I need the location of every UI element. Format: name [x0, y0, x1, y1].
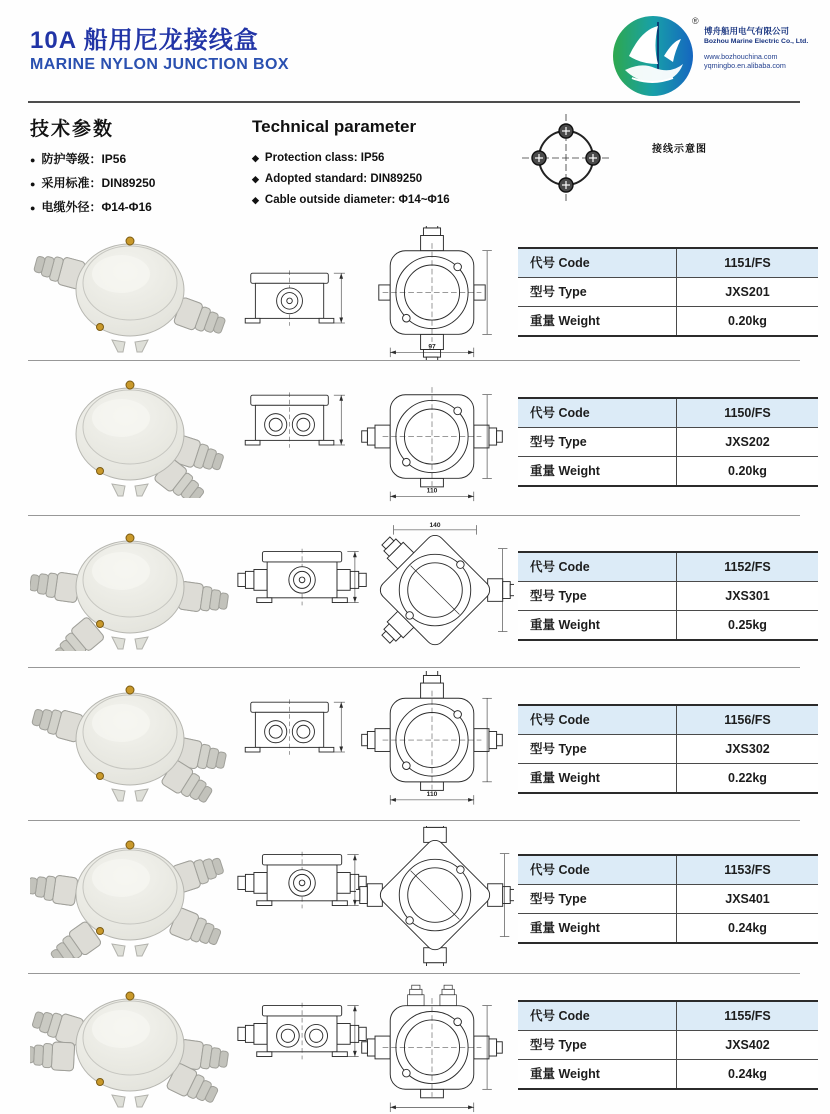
table-row-code [518, 249, 818, 278]
type-label: 型号 Type [518, 278, 677, 306]
row-separator [28, 667, 800, 668]
table-row-type [518, 1031, 818, 1060]
product-row-2 [0, 362, 830, 515]
table-row-code [518, 553, 818, 582]
product-photo [30, 226, 230, 354]
product-photo [30, 981, 230, 1109]
side-view-drawing [236, 545, 370, 611]
spec-table [518, 854, 818, 944]
type-value: JXS301 [725, 589, 770, 603]
product-row-3 [0, 517, 830, 667]
company-info [704, 26, 828, 70]
top-view-drawing [356, 370, 508, 504]
type-label: 型号 Type [518, 885, 677, 913]
tech-item [252, 169, 450, 190]
row-separator [28, 515, 800, 516]
tech-item [30, 196, 155, 220]
product-row-6 [0, 975, 830, 1114]
table-row-weight [518, 611, 818, 639]
side-view-drawing [236, 999, 370, 1065]
code-label: 代号 Code [518, 553, 677, 581]
product-row-5 [0, 822, 830, 973]
wiring-diagram [520, 112, 612, 204]
table-row-code [518, 399, 818, 428]
top-view-drawing [356, 981, 508, 1113]
weight-label: 重量 Weight [518, 914, 677, 942]
type-value: JXS201 [725, 285, 770, 299]
row-separator [28, 360, 800, 361]
type-value: JXS302 [725, 742, 770, 756]
row-separator [28, 820, 800, 821]
weight-label: 重量 Weight [518, 307, 677, 335]
tech-item [252, 190, 450, 211]
table-row-weight [518, 764, 818, 792]
spec-table [518, 551, 818, 641]
type-value: JXS402 [725, 1038, 770, 1052]
weight-value: 0.24kg [728, 921, 767, 935]
tech-item-text: Cable outside diameter: Φ14~Φ16 [264, 194, 450, 206]
weight-value: 0.20kg [728, 314, 767, 328]
table-row-weight [518, 914, 818, 942]
product-row-4 [0, 669, 830, 820]
code-label: 代号 Code [518, 399, 677, 427]
code-value: 1150/FS [724, 406, 771, 420]
side-view-drawing [236, 388, 356, 454]
dimension-label: 110 [426, 791, 438, 799]
product-photo [30, 675, 230, 803]
table-row-code [518, 706, 818, 735]
company-url-2: yqmingbo.en.alibaba.com [704, 61, 786, 71]
table-row-weight [518, 457, 818, 485]
code-label: 代号 Code [518, 249, 677, 277]
tech-item-text: 采用标准：DIN89250 [41, 176, 156, 190]
spec-table [518, 247, 818, 337]
code-label: 代号 Code [518, 1002, 677, 1030]
table-row-type [518, 582, 818, 611]
spec-table [518, 1000, 818, 1090]
spec-table [518, 704, 818, 794]
bullet-icon: ● [30, 155, 36, 165]
spec-table [518, 397, 818, 487]
table-row-code [518, 1002, 818, 1031]
code-value: 1155/FS [724, 1009, 771, 1023]
tech-heading-en: Technical parameter [252, 117, 417, 136]
bullet-icon: ● [30, 203, 36, 213]
company-logo [610, 10, 702, 102]
company-name-cn: 博舟船用电气有限公司 [704, 26, 790, 36]
side-view-drawing [236, 266, 356, 332]
type-label: 型号 Type [518, 428, 677, 456]
product-photo [30, 830, 230, 958]
bullet-icon: ◆ [252, 153, 259, 163]
dimension-label: 140 [429, 522, 441, 530]
page-title-en: MARINE NYLON JUNCTION BOX [30, 56, 289, 73]
code-label: 代号 Code [518, 856, 677, 884]
weight-label: 重量 Weight [518, 457, 677, 485]
header-rule [28, 101, 800, 103]
tech-item [252, 148, 450, 169]
wiring-diagram-label: 接线示意图 [652, 144, 707, 155]
table-row-type [518, 885, 818, 914]
bullet-icon: ◆ [252, 174, 259, 184]
company-url-1: www.bozhouchina.com [704, 52, 778, 62]
type-label: 型号 Type [518, 735, 677, 763]
weight-label: 重量 Weight [518, 611, 677, 639]
table-row-weight [518, 1060, 818, 1088]
tech-item [30, 172, 155, 196]
bullet-icon: ● [30, 179, 36, 189]
code-value: 1151/FS [724, 256, 771, 270]
weight-label: 重量 Weight [518, 764, 677, 792]
type-value: JXS202 [725, 435, 770, 449]
product-photo [30, 370, 230, 498]
top-view-drawing [356, 521, 514, 661]
dimension-label: 110 [426, 487, 438, 495]
tech-list-cn [30, 148, 155, 220]
code-value: 1153/FS [724, 863, 771, 877]
top-view-drawing [356, 671, 508, 811]
tech-item-text: Adopted standard: DIN89250 [264, 173, 423, 185]
page-title-cn: 10A 船用尼龙接线盒 [30, 27, 259, 54]
top-view-drawing [356, 226, 508, 360]
table-row-weight [518, 307, 818, 335]
company-name-en: Bozhou Marine Electric Co., Ltd. [704, 37, 809, 45]
product-row-1 [0, 226, 830, 360]
type-value: JXS401 [725, 892, 770, 906]
tech-item-text: 防护等级：IP56 [41, 152, 127, 166]
tech-item-text: 电缆外径：Φ14-Φ16 [41, 200, 152, 214]
weight-value: 0.22kg [728, 771, 767, 785]
bullet-icon: ◆ [252, 195, 259, 205]
type-label: 型号 Type [518, 1031, 677, 1059]
side-view-drawing [236, 848, 370, 914]
tech-heading-cn: 技术参数 [30, 119, 115, 140]
code-value: 1156/FS [724, 713, 771, 727]
type-label: 型号 Type [518, 582, 677, 610]
weight-value: 0.24kg [728, 1067, 767, 1081]
dimension-label: 97 [428, 343, 436, 351]
code-label: 代号 Code [518, 706, 677, 734]
row-separator [28, 973, 800, 974]
product-photo [30, 523, 230, 651]
weight-value: 0.25kg [728, 618, 767, 632]
top-view-drawing [356, 826, 514, 966]
tech-list-en [252, 148, 450, 211]
table-row-type [518, 735, 818, 764]
tech-item-text: Protection class: IP56 [264, 152, 385, 164]
registered-mark: ® [692, 16, 699, 26]
table-row-code [518, 856, 818, 885]
side-view-drawing [236, 695, 356, 761]
tech-item [30, 148, 155, 172]
weight-label: 重量 Weight [518, 1060, 677, 1088]
code-value: 1152/FS [724, 560, 771, 574]
weight-value: 0.20kg [728, 464, 767, 478]
table-row-type [518, 278, 818, 307]
table-row-type [518, 428, 818, 457]
